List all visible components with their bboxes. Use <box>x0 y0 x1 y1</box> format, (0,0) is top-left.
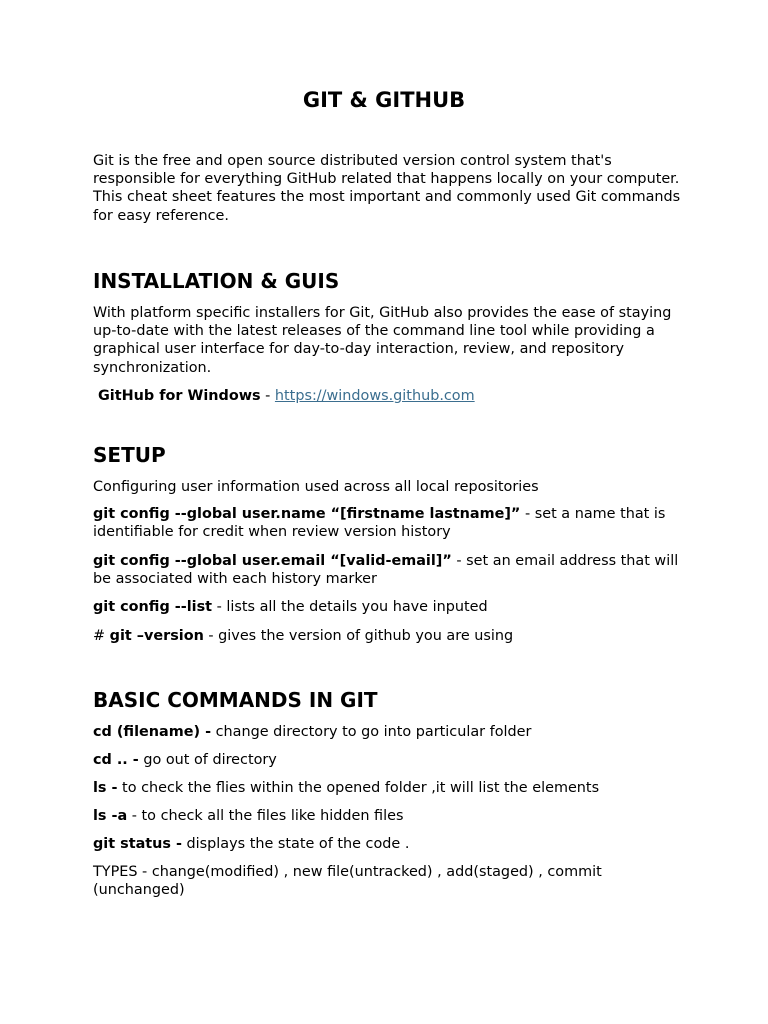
command-description: - set an email address that will be associated with each history marker <box>93 553 679 588</box>
basic-item-ls <box>93 779 683 797</box>
command-text: cd (filename) - <box>93 724 212 740</box>
basic-item-cd-up <box>93 751 683 769</box>
installation-heading: INSTALLATION & GUIS <box>93 269 340 293</box>
types-paragraph: TYPES - change(modified) , new file(untracked) , add(staged) , commit (unchanged) <box>93 864 602 899</box>
setup-item-name <box>93 505 683 541</box>
command-text: git config --list <box>93 599 213 615</box>
windows-line <box>98 387 688 405</box>
command-text: git –version <box>109 628 204 644</box>
setup-item-email <box>93 552 683 588</box>
windows-link[interactable]: https://windows.github.com <box>274 388 475 404</box>
command-text: ls - <box>93 780 118 796</box>
command-description: - gives the version of github you are using <box>203 628 514 644</box>
setup-intro: Configuring user information used across all local repositories <box>93 479 539 495</box>
windows-label: GitHub for Windows <box>98 388 261 404</box>
setup-item-list <box>93 598 683 616</box>
command-text: cd .. - <box>93 752 139 768</box>
intro-paragraph: Git is the free and open source distributed version control system that's responsible for everything GitHub related that happens locally on your computer. This cheat sheet features the most important and commonly used Git commands for easy reference. <box>93 153 681 224</box>
command-text: git status - <box>93 836 182 852</box>
setup-heading: SETUP <box>93 443 166 467</box>
command-text: git config --global user.email “[valid-email]” <box>93 553 452 569</box>
basic-item-status <box>93 835 683 853</box>
command-prefix: # <box>93 628 110 644</box>
command-description: change directory to go into particular folder <box>211 724 532 740</box>
command-description: displays the state of the code . <box>181 836 410 852</box>
command-description: - lists all the details you have inputed <box>212 599 488 615</box>
command-description: go out of directory <box>138 752 277 768</box>
page-title: GIT & GITHUB <box>302 88 466 112</box>
setup-item-version <box>93 627 683 645</box>
basic-commands-heading: BASIC COMMANDS IN GIT <box>93 688 378 712</box>
windows-separator: - <box>260 388 275 404</box>
installation-paragraph: With platform specific installers for Git, GitHub also provides the ease of staying up-to-date with the latest releases of the command line tool while providing a graphical user interface for day-to-day interaction, review, and repository synchronization. <box>93 305 672 376</box>
command-description: - set a name that is identifiable for credit when review version history <box>93 506 666 541</box>
command-text: ls -a <box>93 808 128 824</box>
basic-item-cd <box>93 723 683 741</box>
command-description: - to check all the files like hidden files <box>127 808 404 824</box>
command-text: git config --global user.name “[firstname lastname]” <box>93 506 521 522</box>
basic-item-ls-a <box>93 807 683 825</box>
command-description: to check the flies within the opened folder ,it will list the elements <box>117 780 600 796</box>
